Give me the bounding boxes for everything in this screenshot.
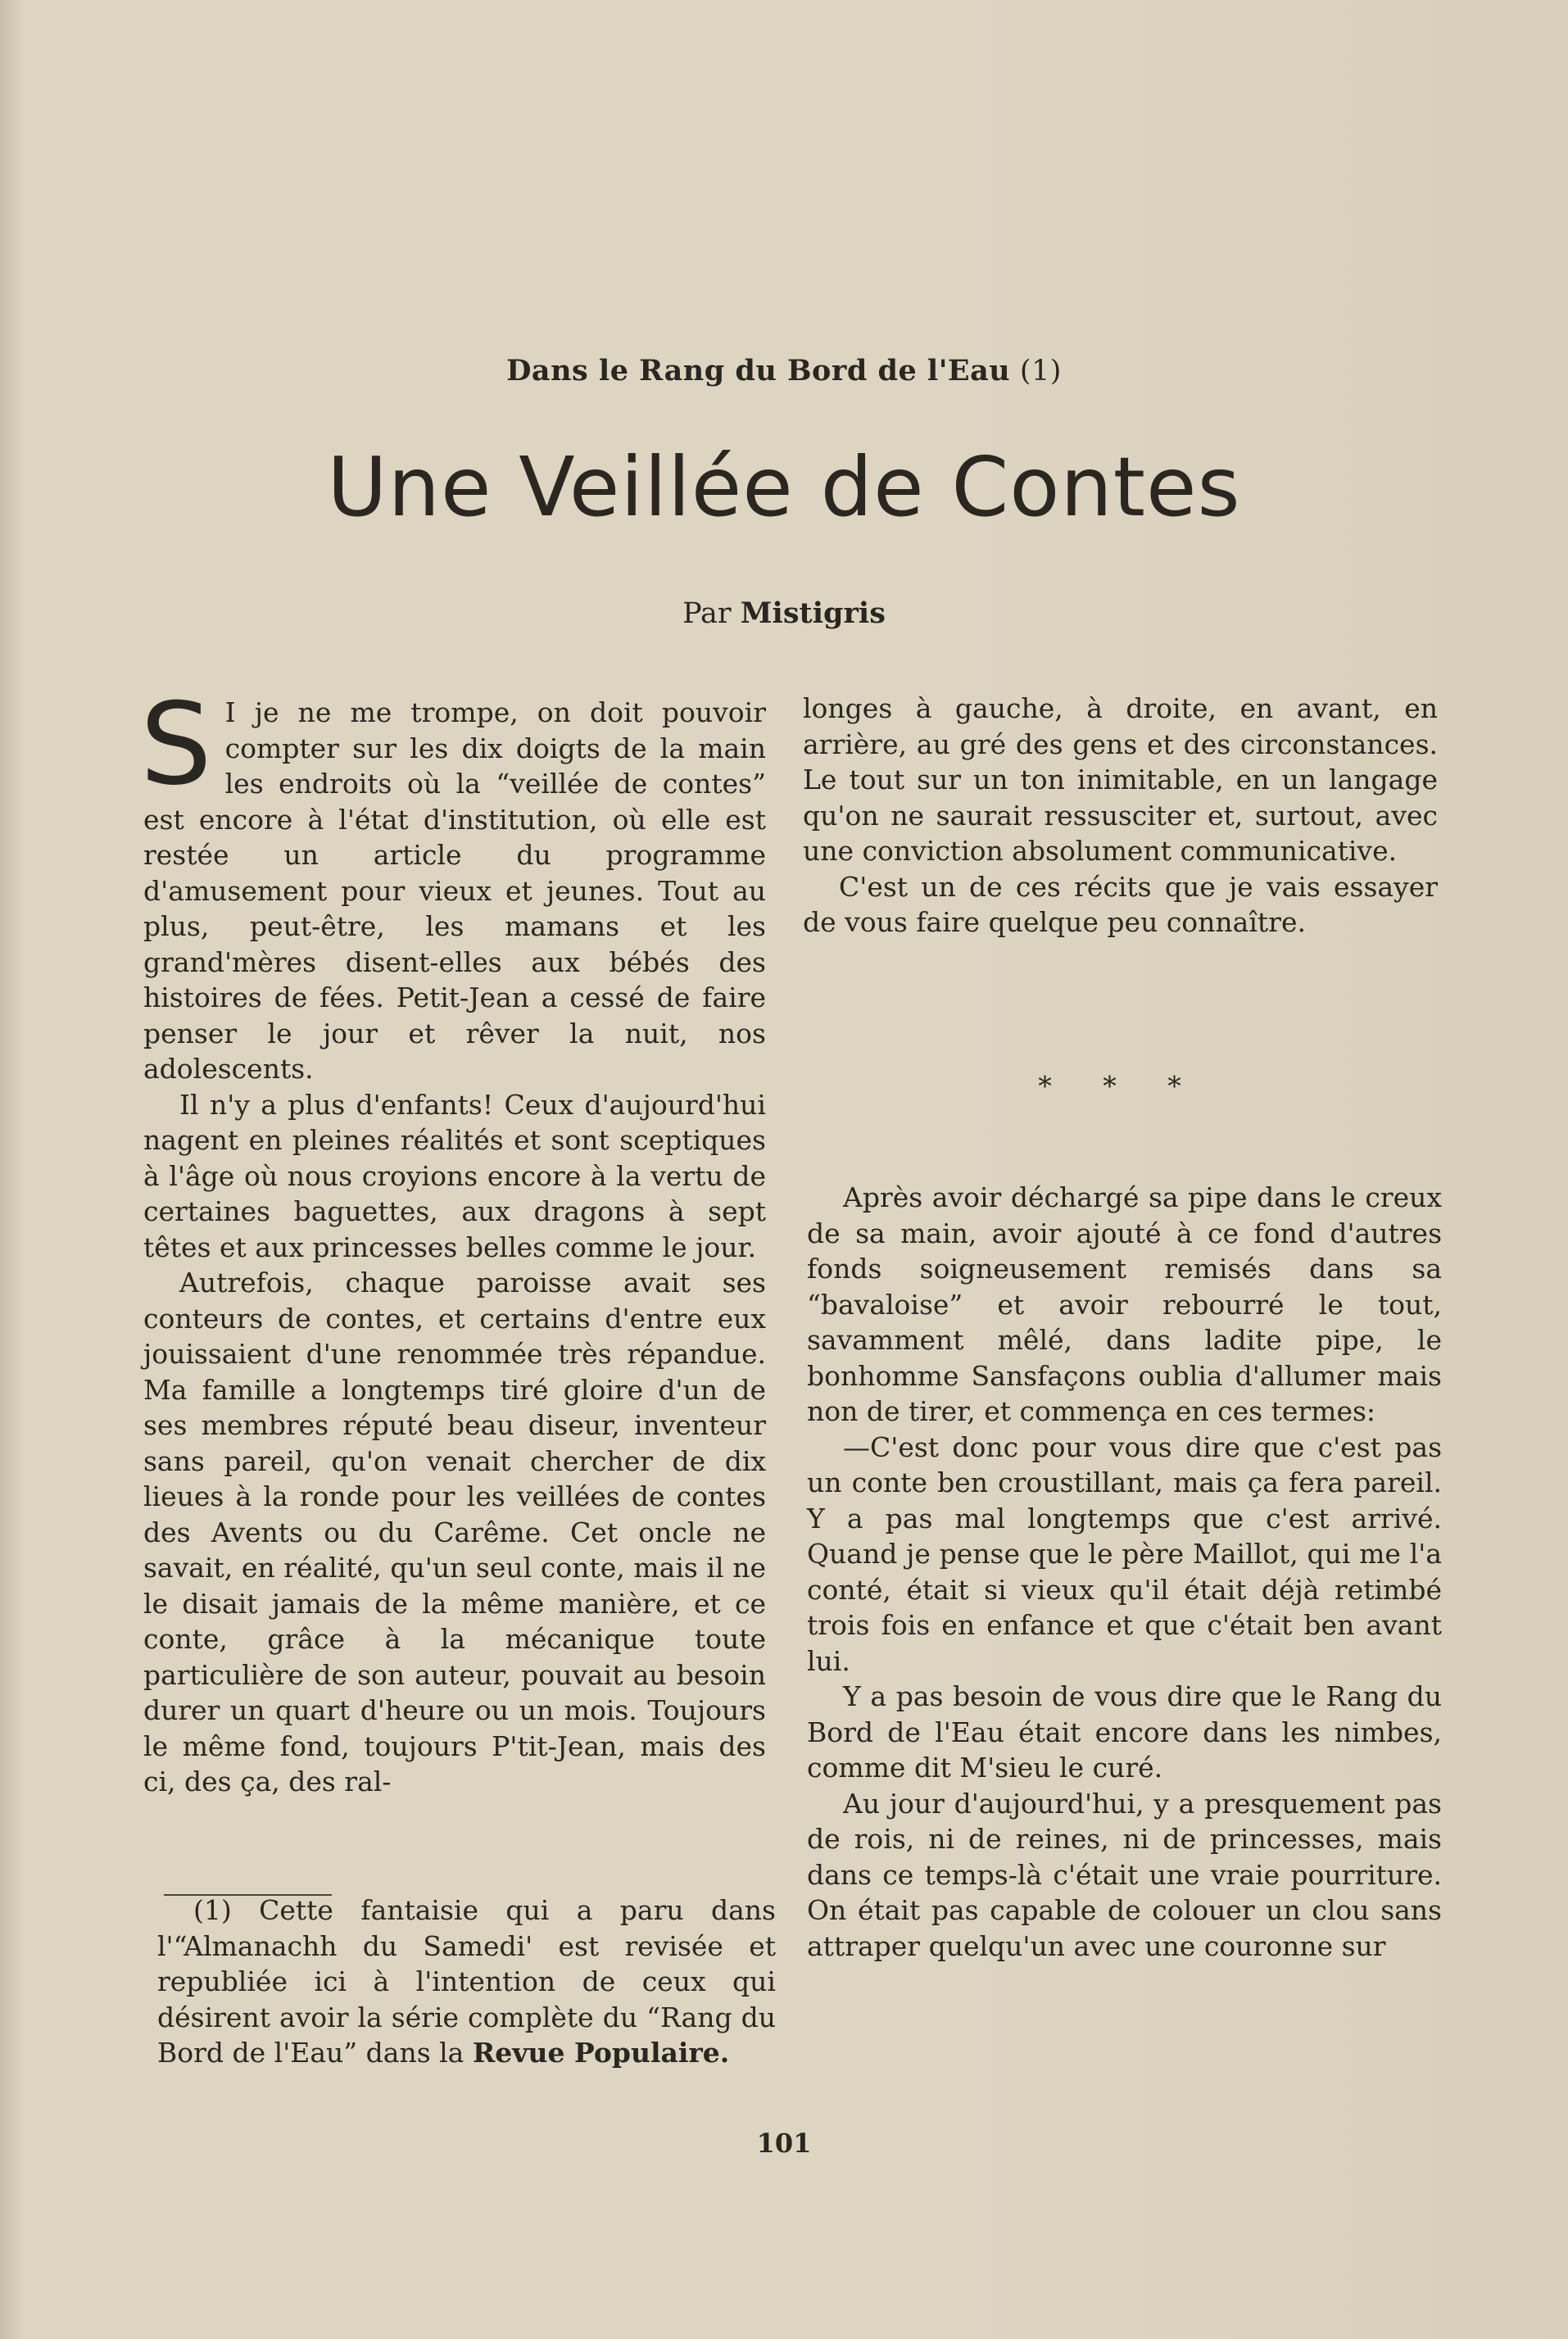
footnote <box>157 1893 776 2071</box>
paragraph: longes à gauche, à droite, en avant, en arrière, au gré des gens et des circonstances. Le tout sur un ton inimitable, en un langage qu'on ne saurait ressusciter et, surtout, avec une conviction absolument communicative. <box>803 692 1438 867</box>
footnote-body: (1) Cette fantaisie qui a paru dans l'“Almanachh du Samedi' est revisée et republiée ici à l'intention de ceux qui désirent avoir la série complète du “Rang du Bord de l'Eau” dans la <box>157 1894 776 2069</box>
right-column-top <box>803 691 1438 941</box>
right-column-bottom <box>807 1180 1442 1964</box>
footnote-text <box>157 1893 776 2071</box>
paragraph-text: I je ne me trompe, on doit pouvoir compter sur les dix doigts de la main les endroits où la “veillée de contes” est encore à l'état d'institution, où elle est restée un article du programme d'amusement pour vieux et jeunes. Tout au plus, peut-être, les mamans et les grand'mères disent-elles aux bébés des histoires de fées. Petit-Jean a cessé de faire penser le jour et rêver la nuit, nos adolescents. <box>143 696 766 1085</box>
byline-prefix: Par <box>682 597 741 630</box>
left-column <box>140 678 766 1800</box>
paragraph: Au jour d'aujourd'hui, y a presquement pas de rois, ni de reines, ni de princesses, mais dans ce temps-là c'était une vraie pourriture. On était pas capable de colouer un clou sans attraper quelqu'un avec une couronne sur <box>807 1787 1442 1962</box>
footnote-publication: Revue Populaire. <box>472 2037 730 2069</box>
series-title <box>0 354 1568 388</box>
article-title: Une Veillée de Contes <box>327 439 1241 535</box>
paragraph <box>140 678 766 1087</box>
paragraph: Après avoir déchargé sa pipe dans le creux de sa main, avoir ajouté à ce fond d'autres fonds soigneusement remisés dans sa “bavaloise” et avoir rebourré le tout, savamment mêlé, dans ladite pipe, le bonhomme Sansfaçons oublia d'allumer mais non de tirer, et commença en ces termes: <box>807 1181 1442 1427</box>
section-separator: * * * <box>1038 1070 1203 1102</box>
paragraph: C'est un de ces récits que je vais essayer de vous faire quelque peu connaître. <box>803 870 1438 938</box>
series-title-text: Dans le Rang du Bord de l'Eau <box>506 354 1011 388</box>
paragraph: Il n'y a plus d'enfants! Ceux d'aujourd'hui nagent en pleines réalités et sont sceptiques à l'âge où nous croyions encore à la vertu de certaines baguettes, aux dragons à sept têtes et aux princesses belles comme le jour. <box>143 1088 766 1263</box>
byline-author: Mistigris <box>740 596 886 630</box>
page-number: 101 <box>756 2128 812 2159</box>
paragraph: —C'est donc pour vous dire que c'est pas un conte ben croustillant, mais ça fera pareil. Y a pas mal longtemps que c'est arrivé. Quand je pense que le père Maillot, qui me l'a conté, était si vieux qu'il était déjà retimbé trois fois en enfance et que c'était ben avant lui. <box>807 1430 1442 1677</box>
drop-cap: S <box>140 678 212 810</box>
paragraph: Y a pas besoin de vous dire que le Rang du Bord de l'Eau était encore dans les nimbes, comme dit M'sieu le curé. <box>807 1680 1442 1784</box>
footnote-marker: (1) <box>1010 355 1062 388</box>
paragraph: Autrefois, chaque paroisse avait ses conteurs de contes, et certains d'entre eux jouissaient d'une renommée très répandue. Ma famille a longtemps tiré gloire d'un de ses membres réputé beau diseur, inventeur sans pareil, qu'on venait chercher de dix lieues à la ronde pour les veillées de contes des Avents ou du Carême. Cet oncle ne savait, en réalité, qu'un seul conte, mais il ne le disait jamais de la même manière, et ce conte, grâce à la mécanique toute particulière de son auteur, pouvait au besoin durer un quart d'heure ou un mois. Toujours le même fond, toujours P'tit-Jean, mais des ci, des ça, des ral- <box>143 1267 766 1797</box>
byline <box>0 596 1568 630</box>
